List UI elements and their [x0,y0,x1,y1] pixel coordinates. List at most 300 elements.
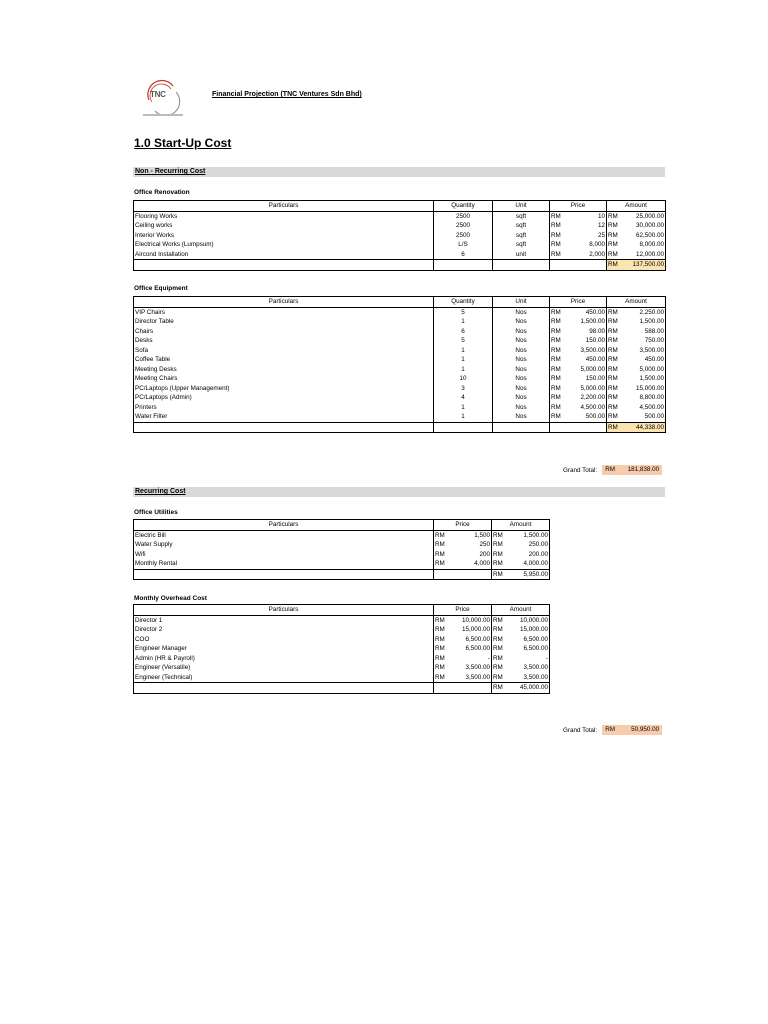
price-value: 25 [597,231,605,239]
price-value: 15,000.00 [461,626,490,634]
header-particulars: Particulars [134,605,434,616]
particular-cell: Ceiling works [134,221,434,231]
grand-total-label: Grand Total: [563,466,598,474]
currency-label: RM [551,212,561,220]
amount-value: 450.00 [644,356,664,364]
price-value-cell [434,663,492,673]
particular-cell: Director 2 [134,625,434,635]
amount-value-cell [607,346,666,356]
currency-label: RM [551,222,561,230]
grand-total-label: Grand Total: [563,726,598,734]
price-value: 450.00 [585,308,605,316]
office-equipment-title: Office Equipment [134,285,188,292]
particular-cell: Electric Bill [134,530,434,540]
currency-label: RM [551,356,561,364]
currency-label: RM [608,346,618,354]
table-header-row [134,605,550,616]
particular-cell: PC/Laptops (Upper Management) [134,384,434,394]
amount-value-cell [492,673,550,683]
header-amount: Amount [607,297,666,308]
amount-value: 3,500.00 [523,673,548,681]
unit-cell: Nos [493,384,550,394]
currency-label: RM [608,308,618,316]
amount-value: 6,500.00 [523,635,548,643]
header-price: Price [434,605,492,616]
price-value-cell [434,654,492,664]
price-value-cell [550,250,607,260]
non-recurring-label: Non - Recurring Cost [135,168,206,175]
currency-label: RM [435,541,445,549]
currency-label: RM [435,550,445,558]
unit-cell: sqft [493,211,550,221]
quantity-cell: 10 [434,374,493,384]
unit-cell: Nos [493,336,550,346]
currency-label: RM [493,616,503,624]
price-value-cell [550,221,607,231]
office-utilities-title: Office Utilities [134,509,178,516]
table-row [134,240,666,250]
price-value-cell [550,355,607,365]
price-value: 150.00 [585,375,605,383]
amount-value-cell [492,530,550,540]
particular-cell: Director Table [134,317,434,327]
amount-value: 30,000.00 [635,222,664,230]
table-row [134,327,666,337]
equipment-total: 44,338.00 [635,423,664,431]
currency-label: RM [435,560,445,568]
quantity-cell: 6 [434,327,493,337]
currency-label: RM [493,560,503,568]
amount-value-cell [607,211,666,221]
amount-value-cell [492,644,550,654]
unit-cell: Nos [493,355,550,365]
amount-value: 588.00 [644,327,664,335]
quantity-cell: 1 [434,365,493,375]
currency-label: RM [608,231,618,239]
currency-label: RM [608,212,618,220]
unit-cell: unit [493,250,550,260]
table-row [134,221,666,231]
price-value-cell [550,346,607,356]
table-total-row [134,422,666,433]
price-value-cell [434,540,492,550]
currency-label: RM [608,394,618,402]
price-value-cell [550,336,607,346]
amount-value: 10,000.00 [519,616,548,624]
quantity-cell: 1 [434,317,493,327]
currency-label: RM [435,654,445,662]
currency-label: RM [493,684,503,692]
currency-label: RM [608,356,618,364]
office-renovation-title: Office Renovation [134,189,190,196]
price-value-cell [550,317,607,327]
quantity-cell: 4 [434,393,493,403]
table-row [134,374,666,384]
particular-cell: Meeting Desks [134,365,434,375]
table-header-row [134,520,550,531]
table-row [134,393,666,403]
grand-total-value: 181,838.00 [627,466,660,473]
table-total-row [134,683,550,694]
document-title: Financial Projection (TNC Ventures Sdn Bhd) [212,91,362,98]
monthly-overhead-title: Monthly Overhead Cost [134,595,207,602]
recurring-label: Recurring Cost [135,488,186,495]
currency-label: RM [435,664,445,672]
table-row [134,231,666,241]
price-value-cell [550,307,607,317]
amount-value: 500.00 [644,413,664,421]
amount-value: 3,500.00 [523,664,548,672]
currency-label: RM [435,673,445,681]
amount-value: 250.00 [528,541,548,549]
table-total-row [134,260,666,271]
table-row [134,412,666,422]
particular-cell: Sofa [134,346,434,356]
particular-cell: Engineer (Technical) [134,673,434,683]
price-value-cell [550,365,607,375]
amount-value-cell [607,412,666,422]
amount-value-cell [492,654,550,664]
quantity-cell: 1 [434,355,493,365]
amount-value: 5,000.00 [639,365,664,373]
amount-value-cell [607,221,666,231]
price-value: 5,000.00 [580,384,605,392]
currency-label: RM [608,413,618,421]
amount-value-cell [607,231,666,241]
recurring-grand-total [563,725,662,735]
unit-cell: sqft [493,240,550,250]
table-row [134,355,666,365]
amount-value: 200.00 [528,550,548,558]
amount-value: 4,000.00 [523,560,548,568]
currency-label: RM [608,241,618,249]
unit-cell: sqft [493,221,550,231]
price-value: 4,500.00 [580,403,605,411]
amount-value: 1,500.00 [639,318,664,326]
amount-value-cell [492,635,550,645]
amount-value-cell [492,615,550,625]
price-value: 10 [597,212,605,220]
price-value: 450.00 [585,356,605,364]
quantity-cell: L/S [434,240,493,250]
unit-cell: Nos [493,393,550,403]
price-value: 6,500.00 [465,635,490,643]
table-row [134,663,550,673]
amount-value: 15,000.00 [519,626,548,634]
table-row [134,615,550,625]
currency-label: RM [493,645,503,653]
currency-label: RM [493,550,503,558]
price-value-cell [434,559,492,569]
unit-cell: Nos [493,412,550,422]
currency-label: RM [551,346,561,354]
table-row [134,211,666,221]
table-row [134,654,550,664]
currency-label: RM [608,403,618,411]
price-value: 5,000.00 [580,365,605,373]
amount-value-cell [492,540,550,550]
table-row [134,384,666,394]
quantity-cell: 2500 [434,221,493,231]
header-quantity: Quantity [434,201,493,212]
particular-cell: Meeting Chairs [134,374,434,384]
price-value: 150.00 [585,337,605,345]
table-row [134,530,550,540]
amount-value: - [545,654,548,662]
currency-label: RM [435,616,445,624]
particular-cell: Chairs [134,327,434,337]
header-price: Price [434,520,492,531]
quantity-cell: 2500 [434,231,493,241]
unit-cell: Nos [493,403,550,413]
price-value-cell [434,625,492,635]
particular-cell: Engineer Manager [134,644,434,654]
renovation-total: 137,500.00 [632,261,664,269]
table-row [134,307,666,317]
amount-value-cell [607,384,666,394]
currency-label: RM [551,337,561,345]
amount-value-cell [607,240,666,250]
currency-label: RM [608,337,618,345]
amount-value-cell [607,317,666,327]
price-value: 4,000 [474,560,490,568]
currency-label: RM [493,626,503,634]
quantity-cell: 5 [434,336,493,346]
table-row [134,673,550,683]
header-amount: Amount [492,605,550,616]
amount-value: 1,500.00 [523,531,548,539]
currency-label: RM [551,327,561,335]
price-value-cell [550,231,607,241]
header-quantity: Quantity [434,297,493,308]
table-row [134,317,666,327]
table-row [134,644,550,654]
currency-label: RM [493,664,503,672]
table-row [134,635,550,645]
currency-label: RM [551,318,561,326]
amount-value: 2,250.00 [639,308,664,316]
particular-cell: Aircond Installation [134,250,434,260]
price-value: 500.00 [585,413,605,421]
amount-value-cell [607,403,666,413]
price-value: 1,500 [474,531,490,539]
particular-cell: PC/Laptops (Admin) [134,393,434,403]
amount-value-cell [607,355,666,365]
amount-value-cell [607,327,666,337]
unit-cell: Nos [493,327,550,337]
currency-label: RM [608,384,618,392]
logo-text: TNC [150,90,166,99]
price-value: 98.00 [589,327,605,335]
currency-label: RM [551,375,561,383]
currency-label: RM [608,318,618,326]
price-value: 2,000 [589,250,605,258]
price-value-cell [550,403,607,413]
amount-value-cell [492,625,550,635]
header-unit: Unit [493,201,550,212]
section-title: 1.0 Start-Up Cost [134,136,232,150]
header-price: Price [550,201,607,212]
quantity-cell: 1 [434,412,493,422]
price-value: 8,000 [589,241,605,249]
quantity-cell: 6 [434,250,493,260]
non-recurring-grand-total [563,465,662,475]
price-value-cell [434,673,492,683]
logo-tagline-line [143,114,183,116]
currency-label: RM [435,645,445,653]
price-value: 6,500.00 [465,645,490,653]
amount-value: 750.00 [644,337,664,345]
amount-value: 62,500.00 [635,231,664,239]
currency-label: RM [551,403,561,411]
currency-label: RM [608,261,618,269]
amount-value-cell [492,550,550,560]
header-amount: Amount [492,520,550,531]
price-value: 10,000.00 [461,616,490,624]
quantity-cell: 1 [434,403,493,413]
amount-value-cell [607,365,666,375]
particular-cell: Admin (HR & Payroll) [134,654,434,664]
currency-label: RM [493,531,503,539]
amount-value-cell [607,250,666,260]
currency-label: RM [605,466,615,473]
table-header-row [134,297,666,308]
particular-cell: Engineer (Versatile) [134,663,434,673]
currency-label: RM [493,654,503,662]
quantity-cell: 3 [434,384,493,394]
particular-cell: Electrical Works (Lumpsum) [134,240,434,250]
currency-label: RM [551,384,561,392]
recurring-band [133,487,665,497]
particular-cell: Monthly Rental [134,559,434,569]
amount-value: 15,000.00 [635,384,664,392]
amount-value: 6,500.00 [523,645,548,653]
amount-value: 8,000.00 [639,241,664,249]
table-total-row [134,569,550,580]
particular-cell: VIP Chairs [134,307,434,317]
amount-value-cell [607,393,666,403]
price-value-cell [434,635,492,645]
price-value-cell [550,393,607,403]
header-particulars: Particulars [134,201,434,212]
price-value-cell [550,211,607,221]
currency-label: RM [608,250,618,258]
amount-value-cell [492,663,550,673]
office-utilities-table [133,519,550,580]
price-value: 250 [479,541,490,549]
price-value-cell [434,530,492,540]
currency-label: RM [608,327,618,335]
utilities-total: 5,950.00 [523,570,548,578]
currency-label: RM [435,626,445,634]
header-particulars: Particulars [134,297,434,308]
particular-cell: Flooring Works [134,211,434,221]
header-price: Price [550,297,607,308]
price-value: 3,500.00 [580,346,605,354]
particular-cell: Coffee Table [134,355,434,365]
currency-label: RM [551,241,561,249]
table-row [134,403,666,413]
currency-label: RM [608,375,618,383]
grand-total-value: 50,950.00 [631,726,660,733]
amount-value-cell [607,336,666,346]
currency-label: RM [551,250,561,258]
currency-label: RM [551,413,561,421]
price-value: 2,200.00 [580,394,605,402]
unit-cell: sqft [493,231,550,241]
table-row [134,365,666,375]
particular-cell: Printers [134,403,434,413]
currency-label: RM [493,635,503,643]
currency-label: RM [551,365,561,373]
price-value: 1,500.00 [580,318,605,326]
header-amount: Amount [607,201,666,212]
particular-cell: Director 1 [134,615,434,625]
currency-label: RM [551,308,561,316]
currency-label: RM [551,394,561,402]
amount-value: 1,500.00 [639,375,664,383]
table-row [134,625,550,635]
currency-label: RM [608,222,618,230]
unit-cell: Nos [493,346,550,356]
currency-label: RM [605,726,615,733]
monthly-overhead-table [133,604,550,694]
amount-value-cell [607,307,666,317]
currency-label: RM [493,541,503,549]
office-equipment-table [133,296,666,433]
overhead-total: 45,000.00 [519,684,548,692]
amount-value: 4,500.00 [639,403,664,411]
price-value: 3,500.00 [465,664,490,672]
office-renovation-table [133,200,666,271]
price-value-cell [550,327,607,337]
price-value-cell [550,374,607,384]
price-value-cell [550,384,607,394]
currency-label: RM [435,531,445,539]
particular-cell: Water Filter [134,412,434,422]
quantity-cell: 2500 [434,211,493,221]
table-header-row [134,201,666,212]
header-unit: Unit [493,297,550,308]
quantity-cell: 5 [434,307,493,317]
particular-cell: COO [134,635,434,645]
unit-cell: Nos [493,374,550,384]
table-row [134,336,666,346]
currency-label: RM [608,365,618,373]
price-value: 12 [597,222,605,230]
table-row [134,550,550,560]
non-recurring-band [133,167,665,177]
table-row [134,559,550,569]
price-value: 200 [479,550,490,558]
quantity-cell: 1 [434,346,493,356]
particular-cell: Water Supply [134,540,434,550]
price-value-cell [434,550,492,560]
price-value: - [487,654,490,662]
price-value-cell [434,644,492,654]
currency-label: RM [435,635,445,643]
amount-value: 25,000.00 [635,212,664,220]
price-value-cell [550,412,607,422]
price-value-cell [434,615,492,625]
particular-cell: Desks [134,336,434,346]
amount-value: 12,000.00 [635,250,664,258]
unit-cell: Nos [493,365,550,375]
currency-label: RM [608,423,618,431]
currency-label: RM [493,673,503,681]
header-particulars: Particulars [134,520,434,531]
table-row [134,346,666,356]
